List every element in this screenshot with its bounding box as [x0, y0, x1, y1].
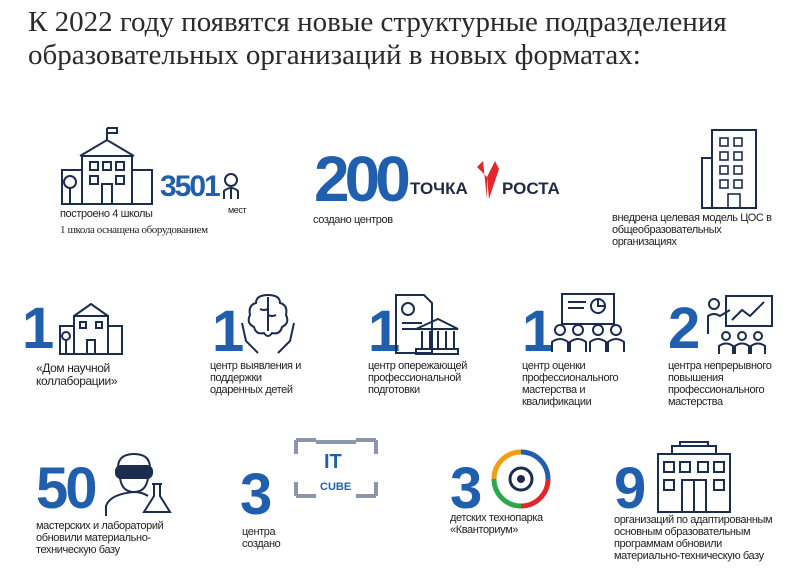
tochka-number: 200: [314, 143, 406, 215]
csos-caption: внедрена целевая модель ЦОС в общеобразовательных организациях: [612, 212, 772, 248]
continuous-number: 2: [668, 296, 698, 361]
logo-left-text: ТОЧКА: [410, 179, 468, 198]
tochka-rosta-logo: [410, 163, 570, 203]
presentation-audience-icon: [548, 292, 628, 354]
kvantorium-logo: [490, 448, 552, 510]
schools-line2: 1 школа оснащена оборудованием: [60, 224, 208, 236]
continuous-caption: центра непрерывного повышения профессионального мастерства: [668, 360, 772, 408]
gifted-number: 1: [212, 299, 242, 364]
scientist-vr-icon: [104, 452, 176, 518]
teacher-board-icon: [704, 294, 774, 356]
adapted-number: 9: [614, 456, 644, 521]
office-building-icon: [700, 128, 766, 210]
schools-line1: построено 4 школы: [60, 208, 153, 220]
school-building-icon: [60, 126, 155, 206]
itcube-number: 3: [240, 462, 270, 527]
building-icon: [652, 440, 736, 514]
workshops-number: 50: [36, 456, 95, 521]
kvant-number: 3: [450, 456, 480, 521]
cube-text: CUBE: [320, 481, 352, 493]
adapted-caption: организаций по адаптированным основным образовательным программам обновили материально-техническую базу: [614, 514, 773, 562]
advanced-number: 1: [368, 299, 398, 364]
assessment-number: 1: [522, 299, 552, 364]
kvant-caption: детских технопарка «Кванториум»: [450, 512, 543, 536]
advanced-caption: центр опережающей профессиональной подготовки: [368, 360, 467, 396]
it-text: IT: [324, 451, 342, 473]
student-icon: [222, 173, 240, 201]
sprout-icon: [473, 159, 501, 199]
assessment-caption: центр оценки профессионального мастерства и квалификации: [522, 360, 619, 408]
school-small-icon: [58, 298, 124, 356]
document-courthouse-icon: [394, 293, 460, 355]
it-cube-logo: [294, 438, 378, 498]
schools-number: 3501: [160, 170, 219, 203]
dom-number: 1: [22, 296, 52, 361]
logo-right-text: РОСТА: [502, 179, 560, 198]
tochka-caption: создано центров: [313, 214, 393, 226]
schools-unit: мест: [228, 205, 247, 215]
brain-hands-icon: [238, 293, 298, 355]
dom-caption: «Дом научной коллаборации»: [36, 361, 118, 388]
page-title: К 2022 году появятся новые структурные подразделения образовательных организаций в новых форматах:: [28, 6, 727, 71]
gifted-caption: центр выявления и поддержки одаренных детей: [210, 360, 301, 396]
itcube-caption: центра создано: [242, 526, 281, 550]
workshops-caption: мастерских и лабораторий обновили материально-техническую базу: [36, 520, 164, 556]
